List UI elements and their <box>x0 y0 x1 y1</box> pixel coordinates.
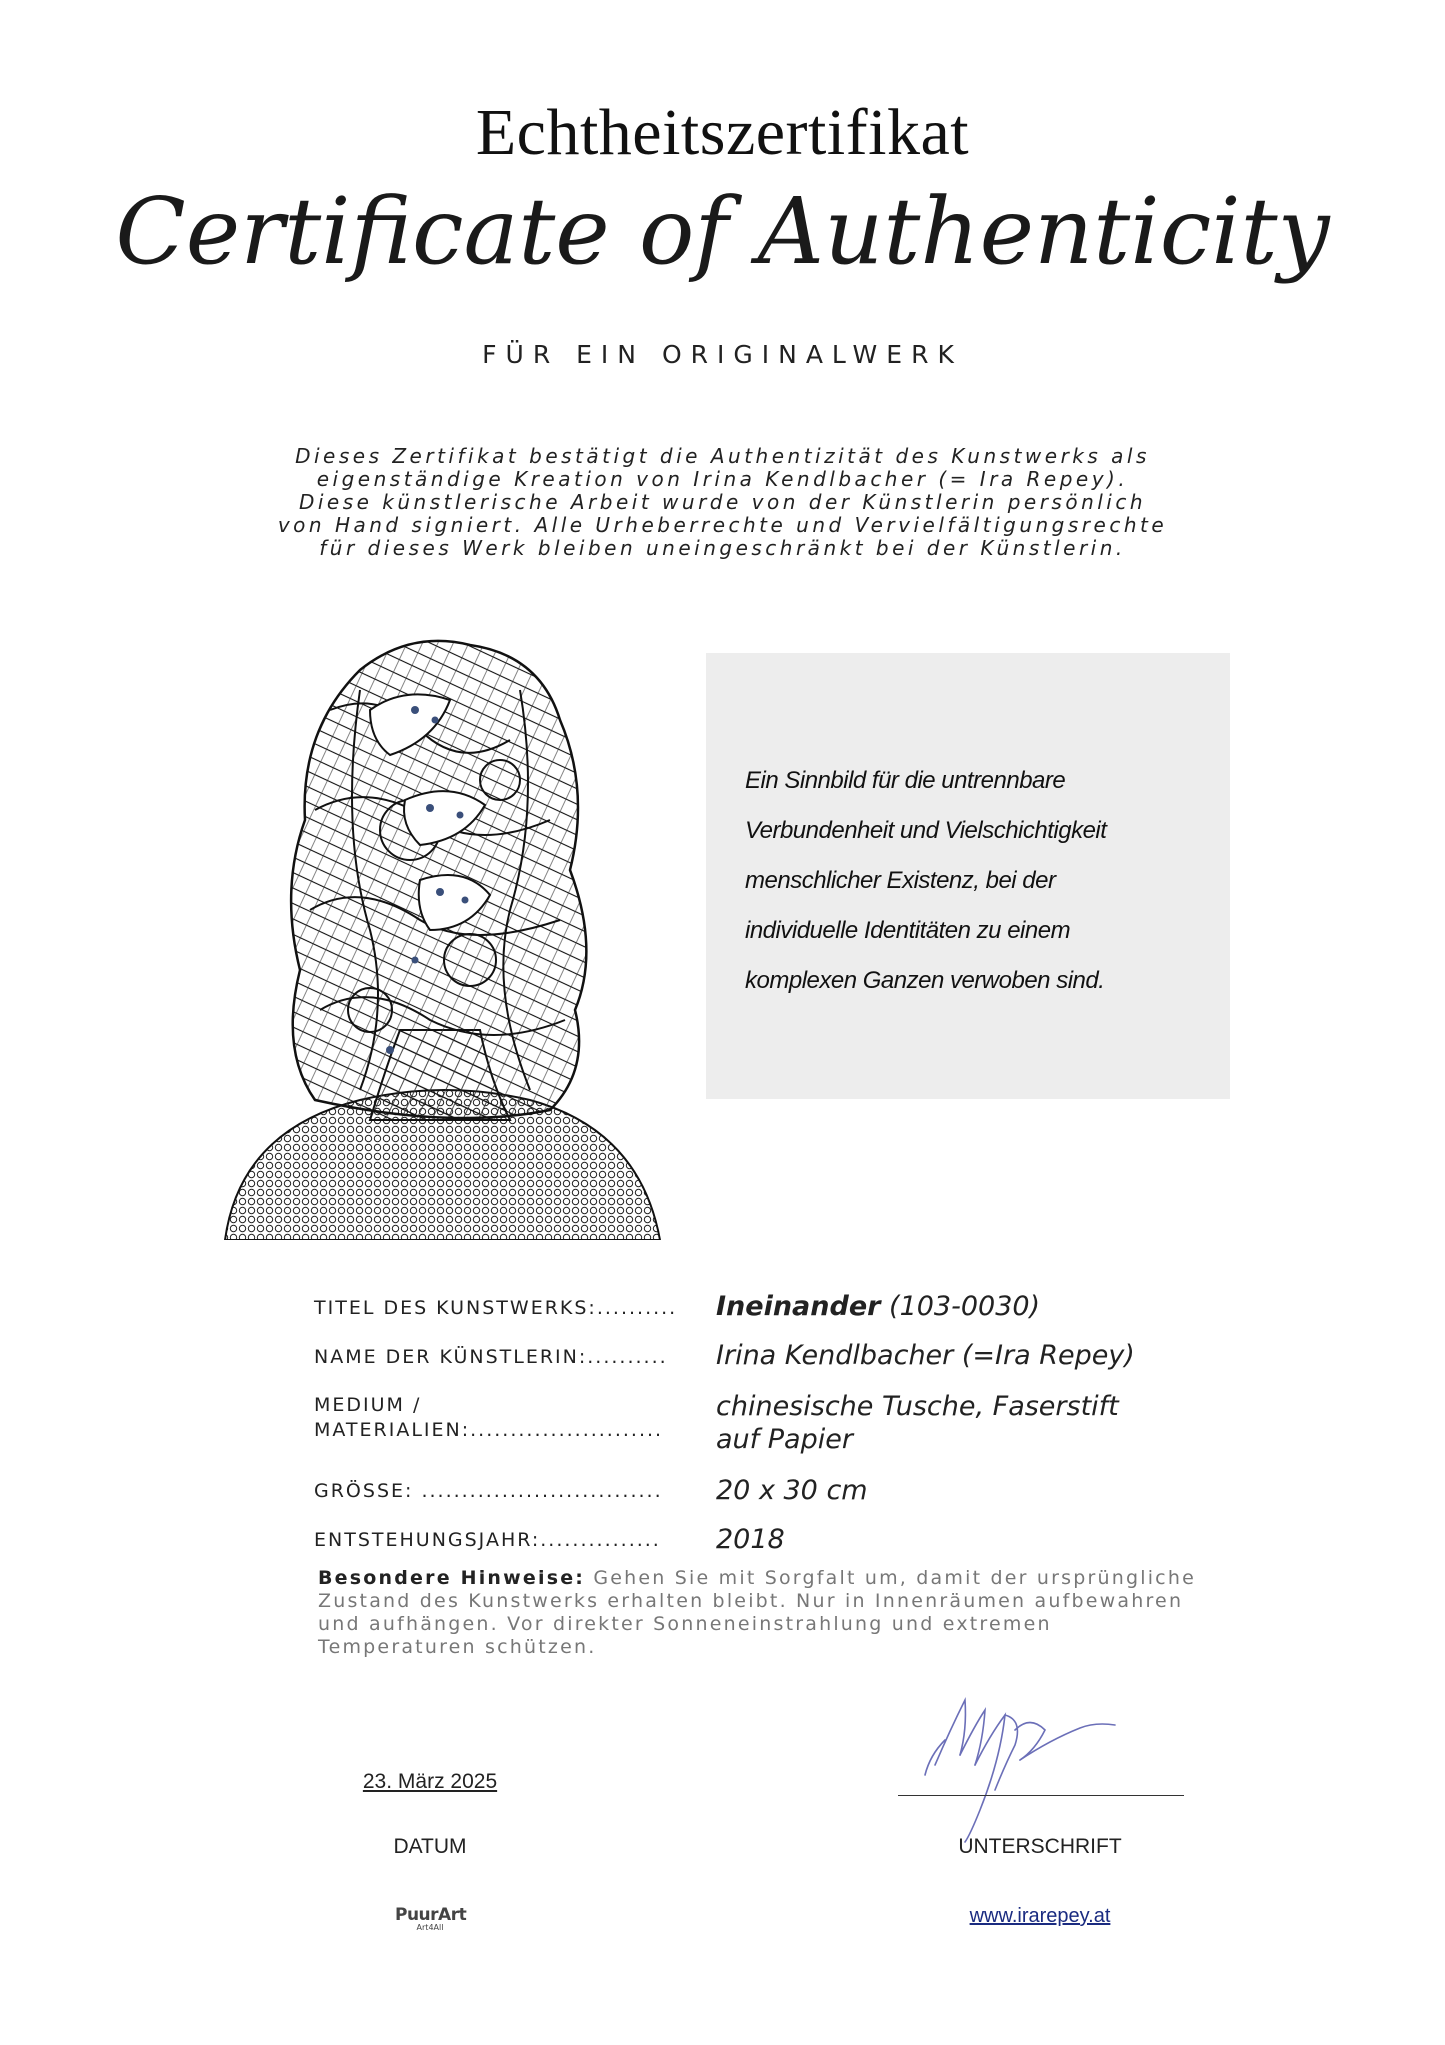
signature-line <box>898 1795 1184 1796</box>
intro-line: für dieses Werk bleiben uneingeschränkt bei der Künstlerin. <box>319 536 1126 560</box>
date-label: DATUM <box>393 1835 467 1858</box>
year-label: ENTSTEHUNGSJAHR:............... <box>314 1529 661 1551</box>
handwritten-signature <box>905 1670 1145 1850</box>
artwork-title: Ineinander <box>716 1291 881 1322</box>
description-line: individuelle Identitäten zu einem <box>745 917 1071 944</box>
intro-paragraph <box>230 445 1215 560</box>
intro-line: Dieses Zertifikat bestätigt die Authentizität des Kunstwerks als <box>295 444 1150 468</box>
title-label: TITEL DES KUNSTWERKS:.......... <box>314 1297 678 1319</box>
medium-value-line2: auf Papier <box>716 1424 853 1455</box>
medium-label-line1: MEDIUM / <box>314 1394 422 1416</box>
notes-text: Zustand des Kunstwerks erhalten bleibt. Nur in Innenräumen aufbewahren <box>318 1590 1184 1612</box>
logo-wordmark: PuurArt <box>395 1905 467 1925</box>
intro-line: eigenständige Kreation von Irina Kendlbacher (= Ira Repey). <box>316 467 1129 491</box>
notes-text: Gehen Sie mit Sorgfalt um, damit der ursprüngliche <box>585 1567 1196 1589</box>
size-label: GRÖSSE: .............................. <box>314 1480 663 1502</box>
artist-label: NAME DER KÜNSTLERIN:.......... <box>314 1346 668 1368</box>
description-line: Ein Sinnbild für die untrennbare <box>745 767 1066 794</box>
puurart-logo <box>395 1905 465 1947</box>
medium-label-line2: MATERIALIEN:........................ <box>314 1419 664 1441</box>
logo-tagline: Art4All <box>416 1923 444 1932</box>
website-link[interactable]: www.irarepey.at <box>969 1905 1111 1927</box>
special-notes <box>318 1567 1248 1659</box>
certificate-subtitle: FÜR EIN ORIGINALWERK <box>482 340 963 369</box>
date-value: 23. März 2025 <box>362 1770 498 1793</box>
artwork-image <box>220 630 665 1240</box>
notes-text: und aufhängen. Vor direkter Sonneneinstrahlung und extremen <box>318 1613 1052 1635</box>
description-line: Verbundenheit und Vielschichtigkeit <box>745 817 1107 844</box>
intro-line: Diese künstlerische Arbeit wurde von der Künstlerin persönlich <box>298 490 1147 514</box>
notes-label: Besondere Hinweise: <box>318 1567 586 1589</box>
artist-value: Irina Kendlbacher (=Ira Repey) <box>716 1340 1135 1371</box>
artwork-description <box>745 756 1205 1006</box>
signature-label: UNTERSCHRIFT <box>958 1835 1122 1858</box>
notes-text: Temperaturen schützen. <box>318 1636 597 1658</box>
intro-line: von Hand signiert. Alle Urheberrechte und Vervielfältigungsrechte <box>277 513 1168 537</box>
year-value: 2018 <box>716 1524 785 1555</box>
description-line: menschlicher Existenz, bei der <box>745 867 1056 894</box>
certificate-title-german: Echtheitszertifikat <box>475 96 970 169</box>
description-line: komplexen Ganzen verwoben sind. <box>745 967 1105 994</box>
size-value: 20 x 30 cm <box>716 1475 868 1506</box>
certificate-title-english: Certificate of Authenticity <box>115 178 1330 285</box>
medium-value-line1: chinesische Tusche, Faserstift <box>716 1391 1119 1422</box>
artwork-code: (103-0030) <box>880 1291 1041 1322</box>
title-value <box>716 1290 1040 1323</box>
